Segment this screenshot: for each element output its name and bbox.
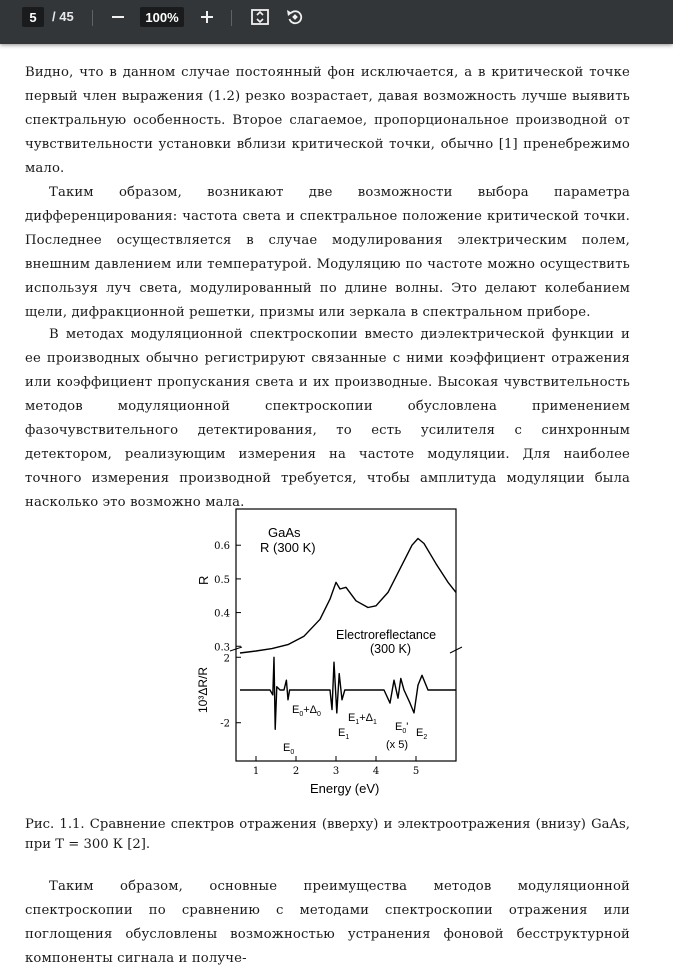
plus-icon <box>200 10 214 24</box>
figure-gaas-spectra <box>190 503 480 805</box>
y-tick-label-bottom: -2 <box>220 718 230 730</box>
label-e1: $E_1$ <box>338 727 350 741</box>
y-tick-label-bottom: 2 <box>223 653 230 665</box>
x5-note: (x 5) <box>386 739 408 751</box>
zoom-input[interactable]: 100% <box>140 7 184 27</box>
zoom-in-button[interactable] <box>197 6 217 28</box>
top-label-line1: GaAs <box>268 525 301 540</box>
page-number-input[interactable]: 5 <box>22 7 44 27</box>
divider <box>92 10 93 26</box>
y-label-bottom: 10³ΔR/R <box>196 666 210 713</box>
paragraph-text: В методах модуляционной спектроскопии вместо диэлектрической функции и ее производных обычно регистрируют связанные с ними коэффициент отражения или коэффициент пропускания света и их производные. Высокая чувствительность методов модуляционной спектроскопии обусловлена применением фазочувствительного детектирования, то есть усилителя с синхронным детектором, реализующим измерения на частоте модуляции. Для наиболее точного измерения производной требуется, чтобы амплитуда модуляции была насколько это возможно мала. <box>25 327 630 510</box>
label-e0-delta0: $E_0+\Delta_0$ <box>292 704 321 718</box>
rotate-button[interactable] <box>284 6 306 28</box>
pdf-toolbar <box>0 0 673 44</box>
label-e2: $E_2$ <box>416 727 428 741</box>
paragraph-text: Таким образом, основные преимущества методов модуляционной спектроскопии по сравнению с методами спектроскопии отражения или поглощения обусловлены возможностью устранения фоновой бесструктурной компоненты сигнала и получе- <box>25 879 630 966</box>
paragraph-text: Таким образом, возникают две возможности выбора параметра дифференцирования: частота света и спектральное положение критической точки. Последнее осуществляется в случае модулирования электрическим полем, внешним давлением или температурой. Модуляцию по частоте можно осуществить используя луч света, модулированный по длине волны. Это делают колебанием щели, дифракционной решетки, призмы или зеркала в спектральном приборе. <box>25 185 630 320</box>
rotate-icon <box>285 7 305 27</box>
top-label-line2: R (300 K) <box>260 540 316 555</box>
paragraph <box>25 875 630 971</box>
fit-page-icon <box>250 7 270 27</box>
y-tick-label-top: 0.5 <box>214 574 230 586</box>
divider <box>231 10 232 26</box>
y-label-top: R <box>196 575 211 585</box>
x-tick-label: 2 <box>292 766 300 777</box>
y-tick-label-top: 0.6 <box>214 541 230 553</box>
x-tick-label: 5 <box>412 766 420 777</box>
y-tick-label-top: 0.4 <box>214 608 230 620</box>
figure-caption: Рис. 1.1. Сравнение спектров отражения (вверху) и электроотражения (внизу) GaAs, при T = 300 К [2]. <box>25 817 630 852</box>
minus-icon <box>111 10 125 24</box>
bottom-label-line1: Electroreflectance <box>336 628 437 642</box>
x-tick-label: 3 <box>332 766 340 777</box>
spectra-chart <box>190 503 480 805</box>
bottom-label-line2: (300 K) <box>370 642 411 656</box>
y-tick-label-top: 0.3 <box>214 642 230 654</box>
x-axis-label: Energy (eV) <box>310 781 380 796</box>
fit-page-button[interactable] <box>249 6 271 28</box>
label-e0: $E_0$ <box>283 742 295 756</box>
paragraph: Видно, что в данном случае постоянный фон исключается, а в критической точке первый член выражения (1.2) резко возрастает, давая возможность лучше выявить спектральную особенность. Второе слагаемое, пропорциональное производной от чувствительности установки вблизи критической точки, обычно [1] пренебрежимо мало. <box>25 65 630 176</box>
x-tick-label: 1 <box>252 766 260 777</box>
paragraph <box>25 323 630 515</box>
label-e1-delta1: $E_1+\Delta_1$ <box>348 712 377 726</box>
paragraph <box>25 181 630 325</box>
page-total: / 45 <box>52 9 74 24</box>
label-e0-prime: $E_0'$ <box>395 721 409 735</box>
x-tick-label: 4 <box>372 766 380 777</box>
zoom-out-button[interactable] <box>108 6 128 28</box>
